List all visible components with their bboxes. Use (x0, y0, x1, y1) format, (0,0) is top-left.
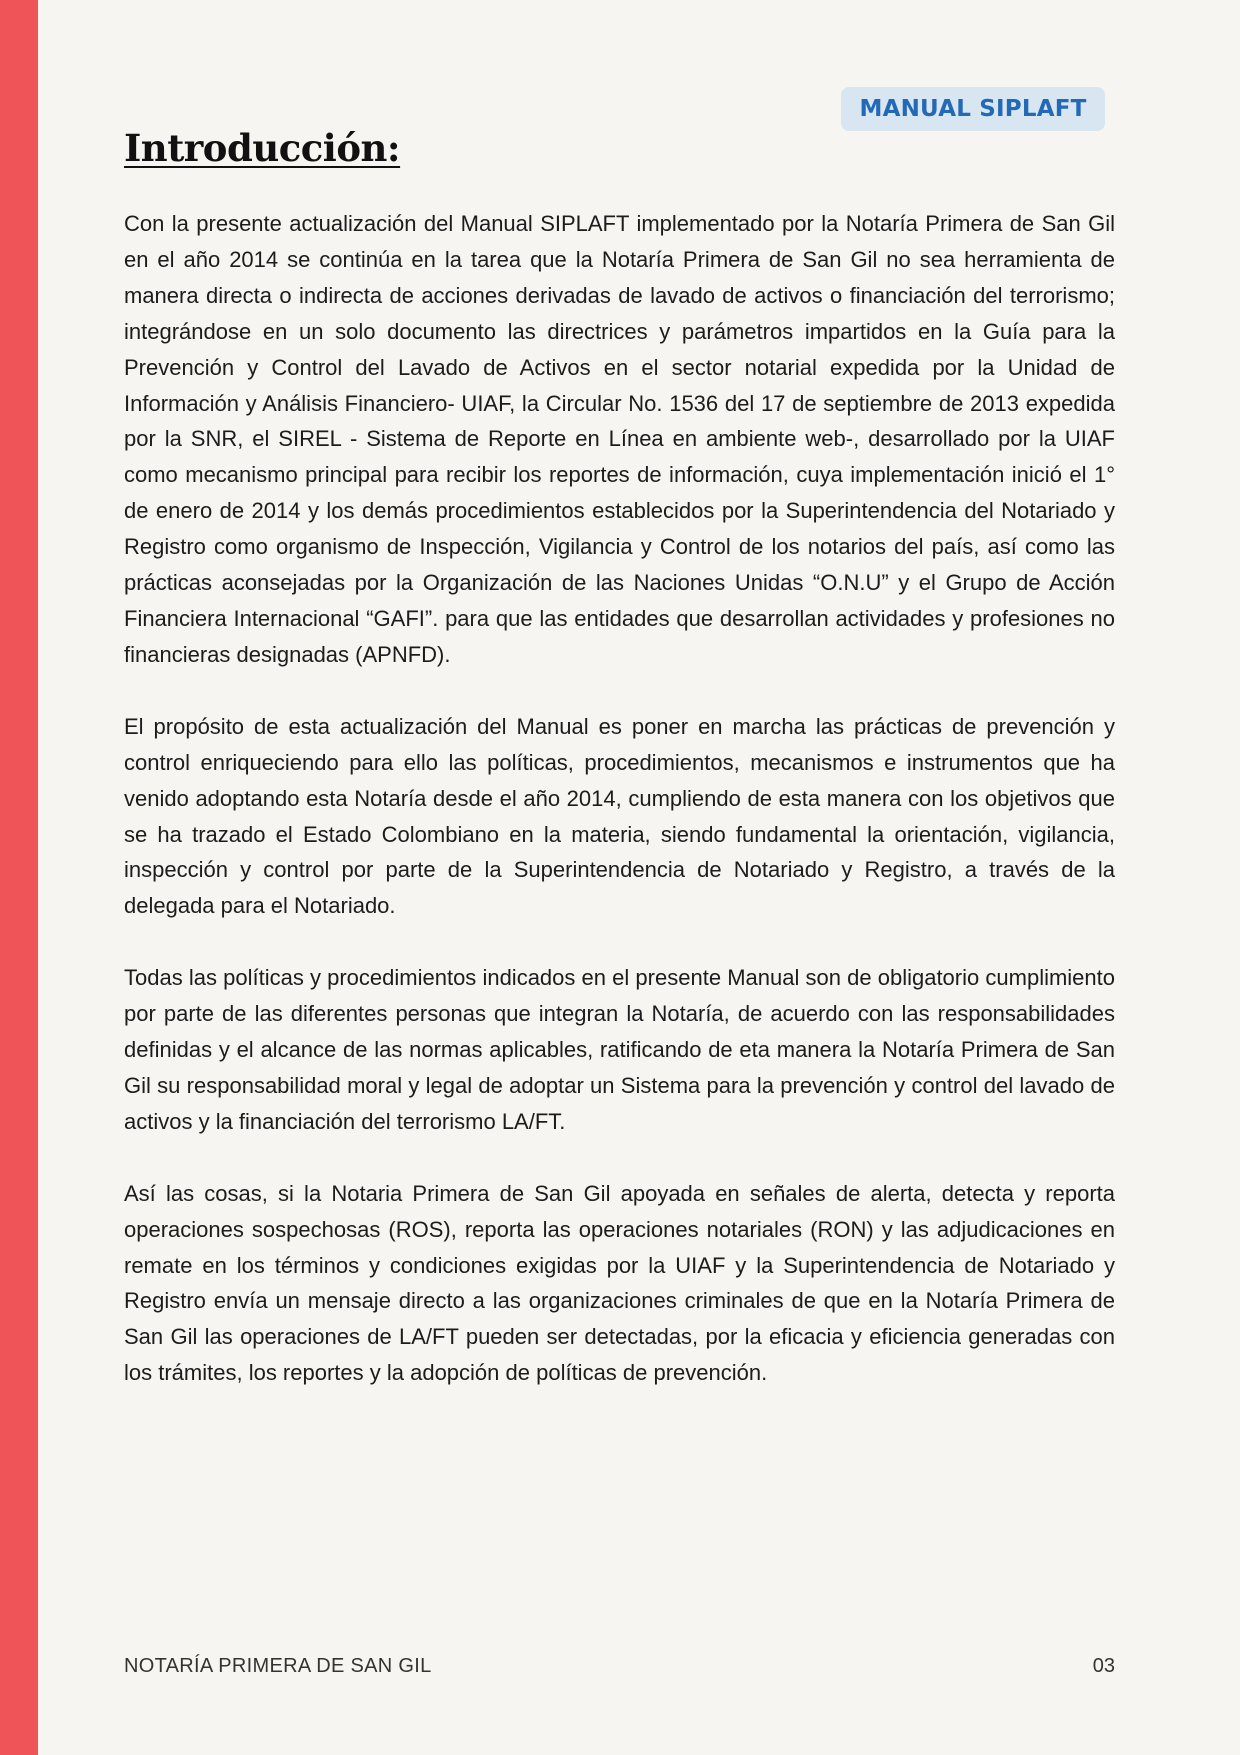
footer-organization: NOTARÍA PRIMERA DE SAN GIL (124, 1655, 432, 1677)
section-title: Introducción: (124, 126, 401, 170)
page-number: 03 (1092, 1655, 1115, 1677)
document-badge (841, 87, 1105, 131)
paragraph-2: El propósito de esta actualización del Manual es poner en marcha las prácticas de prevención y control enriqueciendo para ello las políticas, procedimientos, mecanismos e instrumentos que ha venido adoptando esta Notaría desde el año 2014, cumpliendo de esta manera con los objetivos que se ha trazado el Estado Colombiano en la materia, siendo fundamental la orientación, vigilancia, inspección y control por parte de la Superintendencia de Notariado y Registro, a través de la delegada para el Notariado. (124, 713, 1115, 919)
decorative-side-bar (0, 0, 38, 1755)
paragraph-3: Todas las políticas y procedimientos indicados en el presente Manual son de obligatorio cumplimiento por parte de las diferentes personas que integran la Notaría, de acuerdo con las responsabilidades definidas y el alcance de las normas aplicables, ratificando de eta manera la Notaría Primera de San Gil su responsabilidad moral y legal de adoptar un Sistema para la prevención y control del lavado de activos y la financiación del terrorismo LA/FT. (124, 965, 1115, 1134)
paragraph-4: Así las cosas, si la Notaria Primera de San Gil apoyada en señales de alerta, detecta y reporta operaciones sospechosas (ROS), reporta las operaciones notariales (RON) y las adjudicaciones en remate en los términos y condiciones exigidas por la UIAF y la Superintendencia de Notariado y Registro envía un mensaje directo a las organizaciones criminales de que en la Notaría Primera de San Gil las operaciones de LA/FT pueden ser detectadas, por la eficacia y eficiencia generadas con los trámites, los reportes y la adopción de políticas de prevención. (124, 1180, 1115, 1386)
paragraph-1: Con la presente actualización del Manual SIPLAFT implementado por la Notaría Primera de San Gil en el año 2014 se continúa en la tarea que la Notaría Primera de San Gil no sea herramienta de manera directa o indirecta de acciones derivadas de lavado de activos o financiación del terrorismo; integrándose en un solo documento las directrices y parámetros impartidos en la Guía para la Prevención y Control del Lavado de Activos en el sector notarial expedida por la Unidad de Información y Análisis Financiero- UIAF, la Circular No. 1536 del 17 de septiembre de 2013 expedida por la SNR, el SIREL - Sistema de Reporte en Línea en ambiente web-, desarrollado por la UIAF como mecanismo principal para recibir los reportes de información, cuya implementación inició el 1° de enero de 2014 y los demás procedimientos establecidos por la Superintendencia del Notariado y Registro como organismo de Inspección, Vigilancia y Control de los notarios del país, así como las prácticas aconsejadas por la Organización de las Naciones Unidas “O.N.U” y el Grupo de Acción Financiera Internacional “GAFI”. para que las entidades que desarrollan actividades y profesiones no financieras designadas (APNFD). (124, 211, 1115, 667)
body-text (124, 206, 1115, 1427)
document-badge-label: MANUAL SIPLAFT (859, 96, 1087, 122)
